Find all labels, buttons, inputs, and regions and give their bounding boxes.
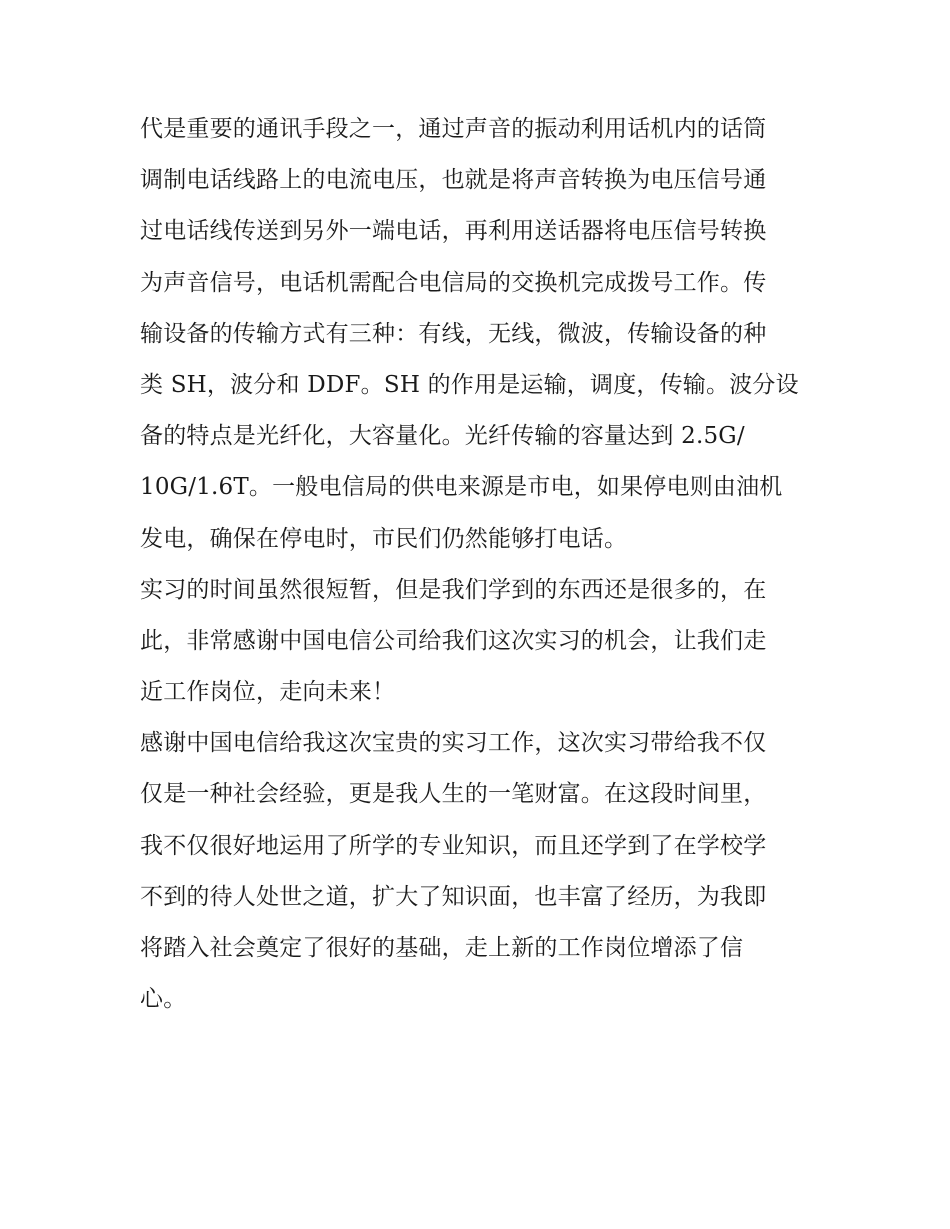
text-line: 不到的待人处世之道，扩大了知识面，也丰富了经历，为我即 xyxy=(140,883,767,910)
text-line: 类 SH，波分和 DDF。SH 的作用是运输，调度，传输。波分设 xyxy=(140,371,799,398)
text-line: 过电话线传送到另外一端电话，再利用送话器将电压信号转换 xyxy=(140,218,767,245)
text-line: 近工作岗位，走向未来！ xyxy=(140,679,396,706)
text-line: 为声音信号，电话机需配合电信局的交换机完成拨号工作。传 xyxy=(140,269,767,296)
text-line: 此，非常感谢中国电信公司给我们这次实习的机会，让我们走 xyxy=(140,627,767,654)
text-line: 心。 xyxy=(140,986,187,1013)
text-line: 10G/1.6T。一般电信局的供电来源是市电，如果停电则由油机 xyxy=(140,474,783,501)
text-line: 将踏入社会奠定了很好的基础，走上新的工作岗位增添了信 xyxy=(140,935,744,961)
text-line: 感谢中国电信给我这次宝贵的实习工作，这次实习带给我不仅 xyxy=(140,730,767,757)
text-line: 代是重要的通讯手段之一，通过声音的振动利用话机内的话筒 xyxy=(140,116,767,142)
text-line: 我不仅很好地运用了所学的专业知识，而且还学到了在学校学 xyxy=(140,832,767,859)
text-line: 发电，确保在停电时，市民们仍然能够打电话。 xyxy=(140,525,628,552)
text-line: 仅是一种社会经验，更是我人生的一笔财富。在这段时间里， xyxy=(140,781,767,808)
text-line: 输设备的传输方式有三种：有线，无线，微波，传输设备的种 xyxy=(140,320,767,347)
text-line: 调制电话线路上的电流电压，也就是将声音转换为电压信号通 xyxy=(140,167,767,194)
text-line: 备的特点是光纤化，大容量化。光纤传输的容量达到 2.5G/ xyxy=(140,423,745,450)
body-text xyxy=(140,104,820,1025)
text-line: 实习的时间虽然很短暂，但是我们学到的东西还是很多的，在 xyxy=(140,576,767,603)
